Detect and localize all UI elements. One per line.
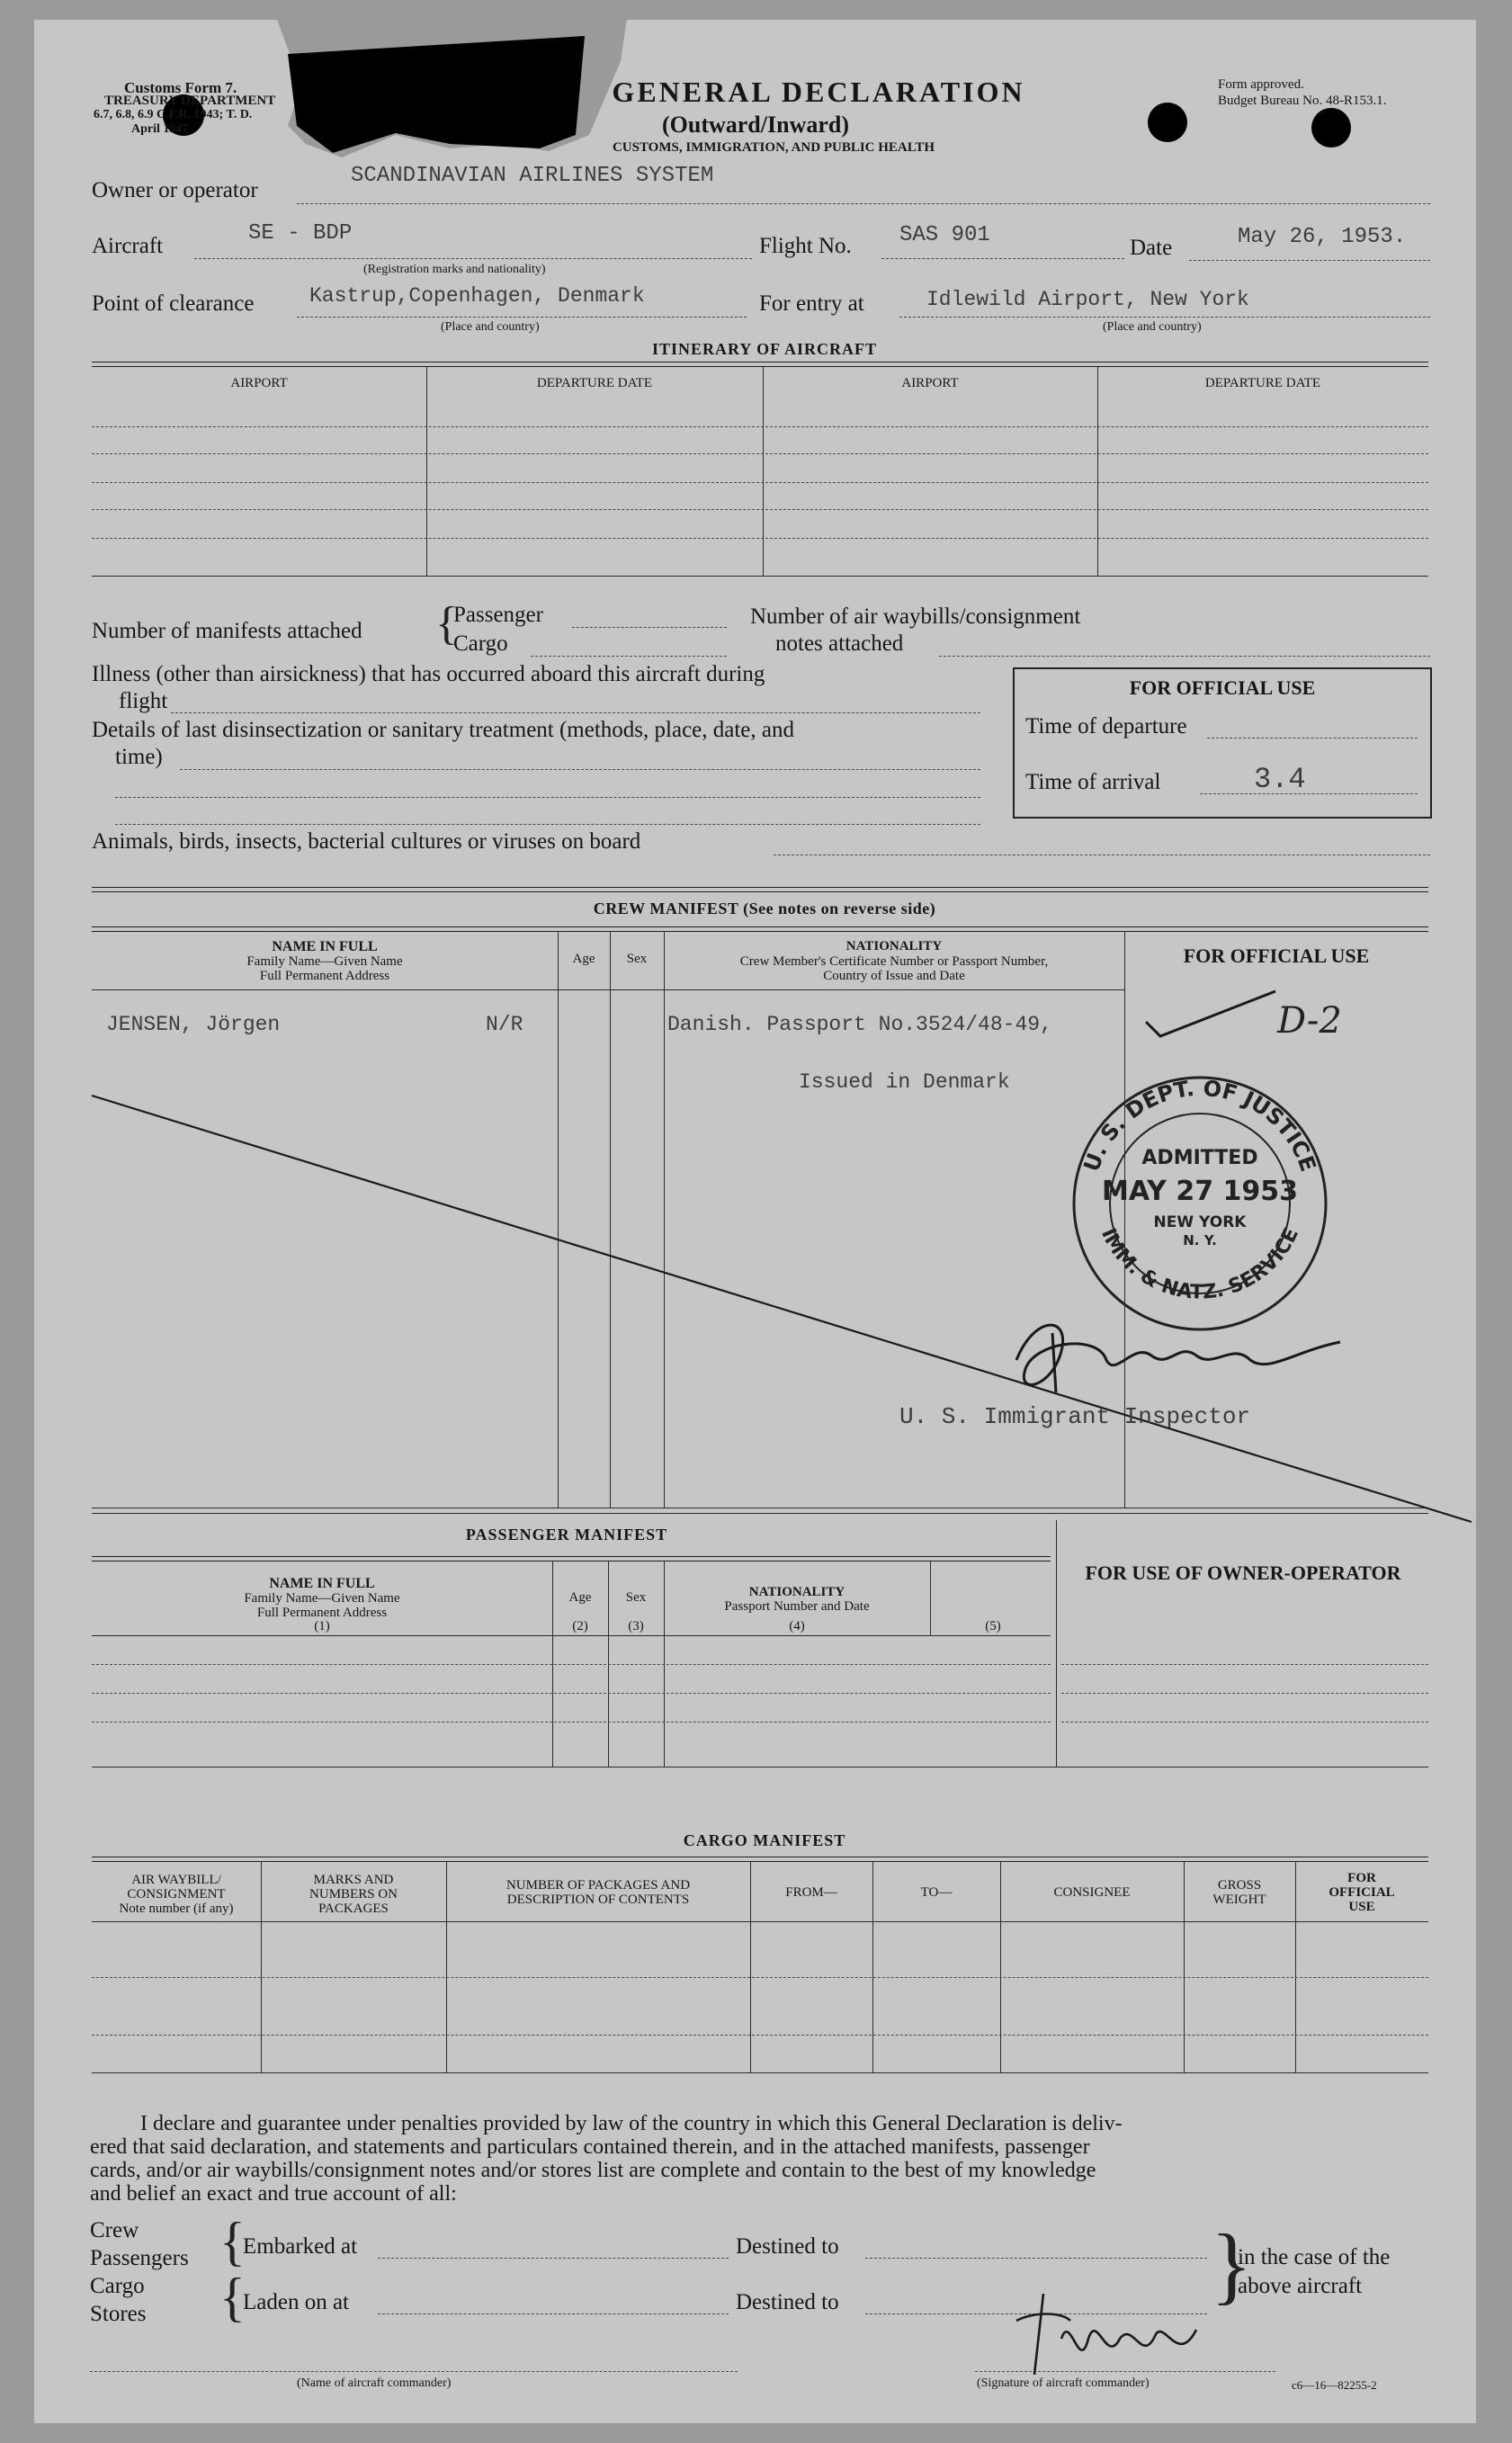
cargo-col-waybill-3: Note number (if any) <box>119 1902 234 1916</box>
itinerary-title: ITINERARY OF AIRCRAFT <box>651 340 878 358</box>
decl-cargo: Cargo <box>90 2274 145 2298</box>
pax-col-nat-1: NATIONALITY <box>748 1585 845 1599</box>
cargo-col-packages-1: NUMBER OF PACKAGES AND <box>505 1878 691 1893</box>
crew-col-official: FOR OFFICIAL USE <box>1183 944 1370 967</box>
decl-passengers: Passengers <box>90 2246 189 2270</box>
waybill-label-2: notes attached <box>775 631 904 656</box>
crew-title: CREW MANIFEST (See notes on reverse side) <box>593 899 936 917</box>
manifests-passenger-label: Passenger <box>453 603 543 627</box>
crew-row-status: N/R <box>486 1013 523 1036</box>
inspector-caption: U. S. Immigrant Inspector <box>899 1403 1251 1430</box>
agency-line: TREASURY DEPARTMENT <box>104 94 276 108</box>
cargo-col-official-2: OFFICIAL <box>1329 1885 1395 1900</box>
commander-name-caption: (Name of aircraft commander) <box>297 2376 452 2390</box>
waybill-label-1: Number of air waybills/consignment <box>750 604 1081 629</box>
pax-col-5-num: (5) <box>985 1619 1001 1633</box>
decl-laden: Laden on at <box>243 2290 350 2314</box>
stamp-city: NEW YORK <box>1153 1213 1247 1231</box>
itinerary-col-airport-1: AIRPORT <box>230 376 288 390</box>
crew-col-nat-2: Crew Member's Certificate Number or Passport Number, <box>739 954 1049 969</box>
clearance-label: Point of clearance <box>92 291 255 316</box>
form-date: April 1947 <box>131 122 189 136</box>
form-subtitle-2: CUSTOMS, IMMIGRATION, AND PUBLIC HEALTH <box>612 140 935 155</box>
commander-signature <box>1007 2285 1214 2384</box>
cargo-col-packages-2: DESCRIPTION OF CONTENTS <box>506 1893 690 1907</box>
declaration-line-2: ered that said declaration, and statements and particulars contained therein, and in the attached manifests, passenger <box>90 2135 1090 2159</box>
crew-col-name-2: Family Name—Given Name <box>246 954 403 969</box>
pax-col-age-num: (2) <box>572 1619 588 1633</box>
pax-col-name-num: (1) <box>314 1619 330 1633</box>
commander-signature-caption: (Signature of aircraft commander) <box>977 2376 1150 2390</box>
date-value: May 26, 1953. <box>1238 225 1407 249</box>
flight-label: Flight No. <box>759 234 852 258</box>
clearance-value: Kastrup,Copenhagen, Denmark <box>309 284 645 308</box>
pax-col-age: Age <box>568 1590 592 1605</box>
stamp-bottom-text: IMM. & NATZ. SERVICE <box>1096 1224 1304 1304</box>
crew-col-sex: Sex <box>626 952 648 966</box>
approval-line-2: Budget Bureau No. 48-R153.1. <box>1218 94 1387 108</box>
inspector-signature <box>998 1306 1358 1405</box>
crew-col-name-3: Full Permanent Address <box>259 969 390 983</box>
pax-col-name-1: NAME IN FULL <box>269 1576 375 1591</box>
cargo-col-waybill-2: CONSIGNMENT <box>127 1887 226 1902</box>
cfr-line: 6.7, 6.8, 6.9 C.F.R. 1943; T. D. <box>94 108 253 121</box>
crew-row-issued: Issued in Denmark <box>799 1070 1010 1094</box>
brace-manifests: { <box>435 598 458 649</box>
clearance-caption: (Place and country) <box>441 320 540 334</box>
decl-stores: Stores <box>90 2302 147 2326</box>
form-title: GENERAL DECLARATION <box>612 76 1025 108</box>
cargo-col-official-1: FOR <box>1347 1871 1376 1885</box>
cargo-col-from: FROM— <box>785 1885 837 1900</box>
brace-left-upper: { <box>219 2212 246 2271</box>
decl-embarked: Embarked at <box>243 2234 358 2259</box>
date-label: Date <box>1130 236 1173 260</box>
pax-col-sex: Sex <box>625 1590 647 1605</box>
stamp-date: MAY 27 1953 <box>1101 1176 1299 1207</box>
entry-value: Idlewild Airport, New York <box>926 288 1249 311</box>
cargo-col-marks-3: PACKAGES <box>318 1902 389 1916</box>
illness-label-1: Illness (other than airsickness) that has occurred aboard this aircraft during <box>92 662 765 686</box>
departure-time-label: Time of departure <box>1025 714 1187 738</box>
crew-col-nat-3: Country of Issue and Date <box>823 969 965 983</box>
decl-case-2: above aircraft <box>1238 2274 1363 2298</box>
crew-row-name: JENSEN, Jörgen <box>106 1013 281 1036</box>
official-use-title: FOR OFFICIAL USE <box>1129 676 1316 699</box>
pax-col-name-2: Family Name—Given Name <box>244 1591 400 1606</box>
disinsect-label-2: time) <box>115 745 163 769</box>
pax-col-nat-2: Passport Number and Date <box>724 1599 870 1614</box>
decl-crew: Crew <box>90 2218 139 2242</box>
aircraft-caption: (Registration marks and nationality) <box>363 263 546 276</box>
pax-col-name-3: Full Permanent Address <box>256 1606 388 1620</box>
print-code: c6—16—82255-2 <box>1292 2378 1377 2392</box>
crew-row-mark: D-2 <box>1277 1000 1342 1042</box>
entry-label: For entry at <box>759 291 864 316</box>
stamp-top-text: U. S. DEPT. OF JUSTICE <box>1078 1075 1321 1176</box>
manifests-cargo-label: Cargo <box>453 631 508 656</box>
animals-label: Animals, birds, insects, bacterial cultures or viruses on board <box>92 829 641 854</box>
stamp-admitted: ADMITTED <box>1141 1147 1258 1169</box>
cargo-col-official-3: USE <box>1348 1900 1375 1914</box>
cargo-col-to: TO— <box>920 1885 953 1900</box>
decl-destined-1: Destined to <box>736 2234 839 2259</box>
decl-case-1: in the case of the <box>1238 2245 1391 2269</box>
arrival-time-label: Time of arrival <box>1025 770 1161 794</box>
declaration-line-1: I declare and guarantee under penalties provided by law of the country in which this General Declaration is deliv- <box>140 2112 1123 2135</box>
entry-caption: (Place and country) <box>1103 320 1202 334</box>
itinerary-col-departure-1: DEPARTURE DATE <box>536 376 653 390</box>
crew-col-name-1: NAME IN FULL <box>272 939 378 954</box>
itinerary-col-airport-2: AIRPORT <box>901 376 959 390</box>
cargo-title: CARGO MANIFEST <box>683 1831 846 1849</box>
owner-value: SCANDINAVIAN AIRLINES SYSTEM <box>351 164 714 188</box>
pax-col-sex-num: (3) <box>628 1619 644 1633</box>
cargo-col-marks-1: MARKS AND <box>313 1873 394 1887</box>
pax-col-nat-num: (4) <box>789 1619 805 1633</box>
aircraft-value: SE - BDP <box>248 221 353 246</box>
crew-col-age: Age <box>572 952 595 966</box>
arrival-time-value: 3.4 <box>1254 763 1306 796</box>
stamp-state: N. Y. <box>1183 1232 1217 1248</box>
passenger-title: PASSENGER MANIFEST <box>465 1526 668 1544</box>
crew-col-nat-1: NATIONALITY <box>845 939 943 953</box>
owner-label: Owner or operator <box>92 178 258 202</box>
cargo-col-consignee: CONSIGNEE <box>1053 1885 1131 1900</box>
declaration-line-3: cards, and/or air waybills/consignment notes and/or stores list are complete and contain to the best of my knowledge <box>90 2159 1096 2182</box>
form-subtitle: (Outward/Inward) <box>661 112 849 138</box>
illness-label-2: flight <box>119 689 168 713</box>
brace-left-lower: { <box>219 2268 246 2327</box>
cargo-col-weight-2: WEIGHT <box>1212 1893 1266 1907</box>
aircraft-label: Aircraft <box>92 234 164 258</box>
brace-right: } <box>1211 2216 1253 2313</box>
cargo-col-weight-1: GROSS <box>1217 1878 1262 1893</box>
cargo-col-marks-2: NUMBERS ON <box>309 1887 398 1902</box>
form-id: Customs Form 7. <box>124 79 237 96</box>
owner-operator-title: FOR USE OF OWNER-OPERATOR <box>1085 1562 1401 1584</box>
decl-destined-2: Destined to <box>736 2290 839 2314</box>
approval-line-1: Form approved. <box>1218 77 1304 92</box>
declaration-line-4: and belief an exact and true account of all: <box>90 2182 457 2206</box>
immigration-stamp <box>1058 1067 1342 1337</box>
flight-value: SAS 901 <box>899 223 990 247</box>
crew-row-nationality: Danish. Passport No.3524/48-49, <box>667 1013 1052 1036</box>
itinerary-col-departure-2: DEPARTURE DATE <box>1204 376 1321 390</box>
manifests-label: Number of manifests attached <box>92 619 362 643</box>
disinsect-label-1: Details of last disinsectization or sanitary treatment (methods, place, date, and <box>92 718 794 742</box>
cargo-col-waybill-1: AIR WAYBILL/ <box>131 1873 221 1887</box>
